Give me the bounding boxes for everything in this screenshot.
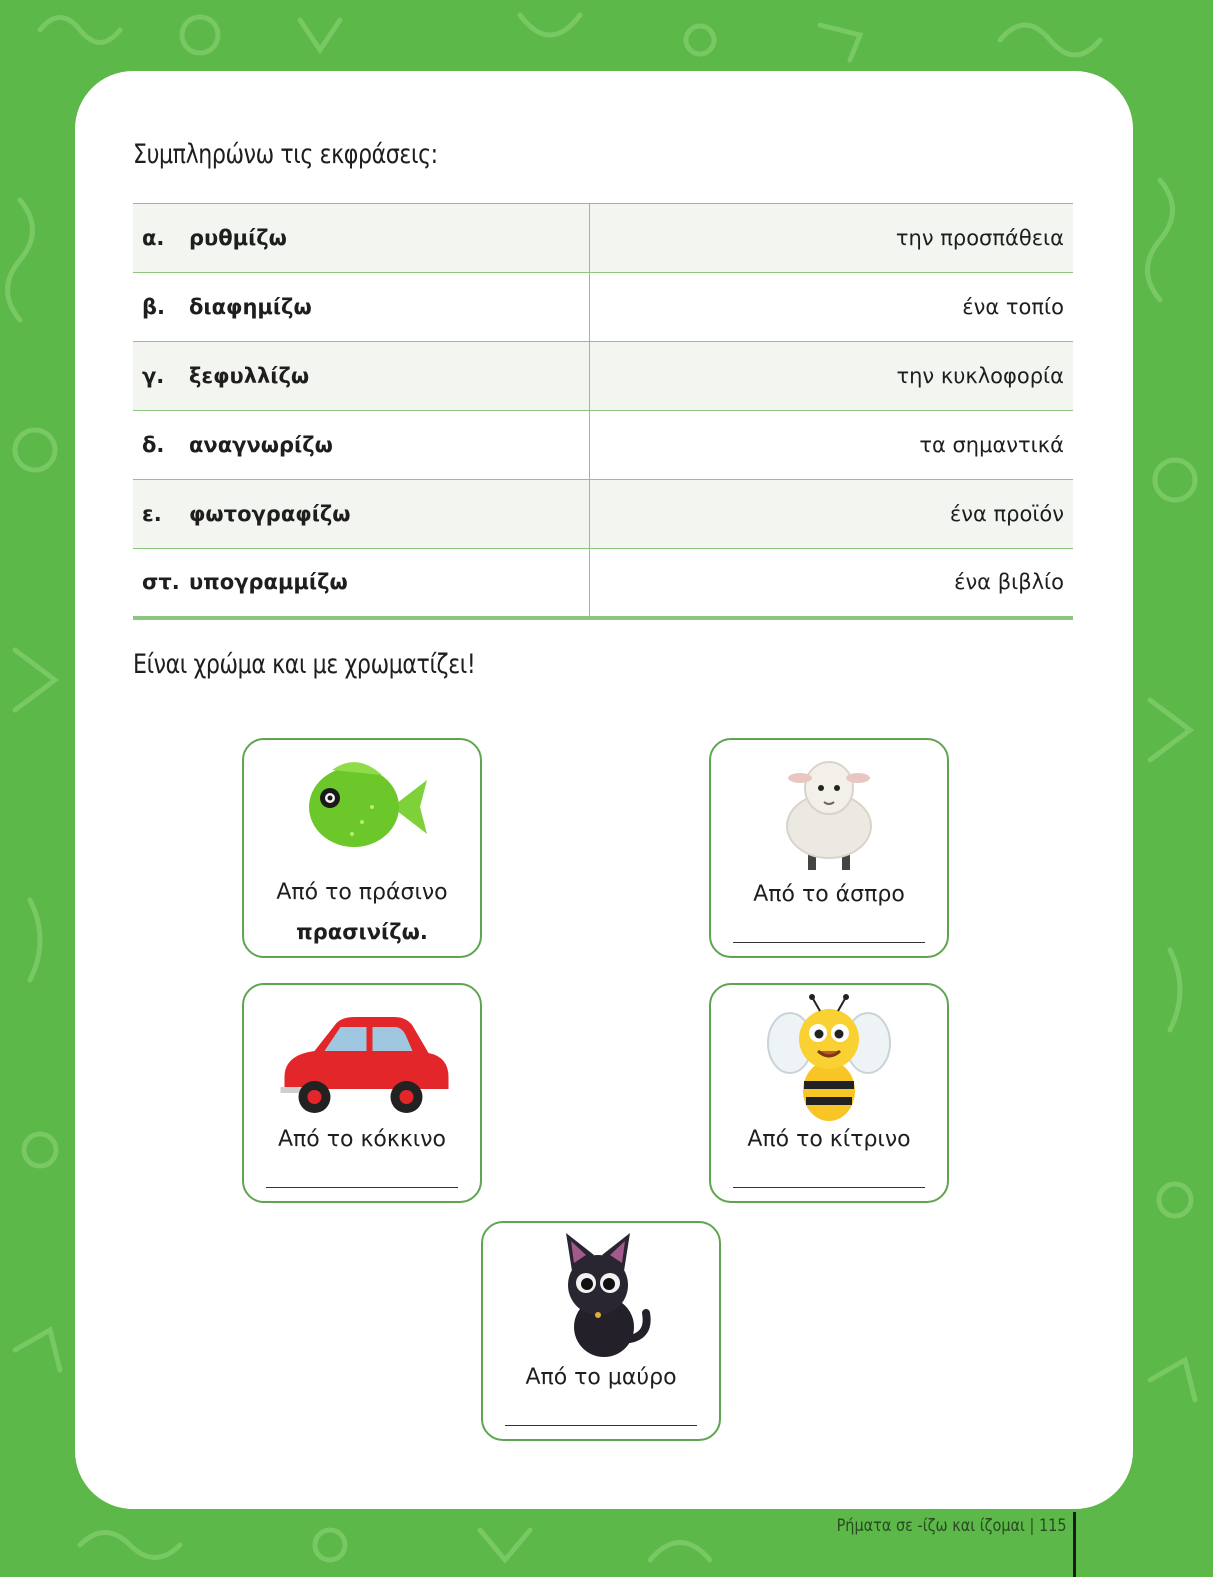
exercise-heading-fill: Συμπληρώνω τις εκφράσεις: [133, 139, 438, 170]
table-row [133, 342, 1073, 411]
row-letter: γ. [133, 342, 189, 411]
row-phrase: την κυκλοφορία [589, 342, 1073, 411]
matching-table [133, 203, 1073, 620]
row-phrase: ένα βιβλίο [589, 549, 1073, 618]
yellow-bee-icon [764, 993, 894, 1128]
table-row [133, 549, 1073, 618]
answer-line [733, 942, 925, 943]
black-cat-icon [546, 1227, 656, 1362]
tile-green [242, 738, 482, 958]
row-verb: ρυθμίζω [189, 204, 589, 273]
row-phrase: ένα προϊόν [589, 480, 1073, 549]
worksheet-card [75, 71, 1133, 1509]
row-letter: α. [133, 204, 189, 273]
row-verb: υπογραμμίζω [189, 549, 589, 618]
row-letter: ε. [133, 480, 189, 549]
table-row [133, 273, 1073, 342]
tile-white [709, 738, 949, 958]
tile-caption: Από το πράσινο [276, 880, 448, 905]
table-row [133, 411, 1073, 480]
answer-line [266, 1187, 458, 1188]
tile-caption: Από το άσπρο [753, 882, 905, 907]
tile-caption: Από το κόκκινο [278, 1127, 446, 1152]
tile-caption: Από το μαύρο [525, 1365, 677, 1390]
footer-divider [1073, 1512, 1076, 1577]
tile-yellow [709, 983, 949, 1203]
red-car-icon [275, 1005, 450, 1120]
white-sheep-icon [764, 748, 894, 878]
tile-red [242, 983, 482, 1203]
row-verb: αναγνωρίζω [189, 411, 589, 480]
row-letter: δ. [133, 411, 189, 480]
row-letter: β. [133, 273, 189, 342]
table-row [133, 204, 1073, 273]
page-footer: Ρήματα σε -ίζω και ίζομαι | 115 [837, 1516, 1067, 1536]
exercise-heading-colors: Είναι χρώμα και με χρωματίζει! [133, 649, 476, 680]
answer-line [733, 1187, 925, 1188]
row-phrase: ένα τοπίο [589, 273, 1073, 342]
table-row [133, 480, 1073, 549]
row-verb: διαφημίζω [189, 273, 589, 342]
row-verb: φωτογραφίζω [189, 480, 589, 549]
green-fish-icon [292, 752, 432, 862]
row-letter: στ. [133, 549, 189, 618]
row-phrase: την προσπάθεια [589, 204, 1073, 273]
tile-black [481, 1221, 721, 1441]
row-phrase: τα σημαντικά [589, 411, 1073, 480]
tile-caption: Από το κίτρινο [747, 1127, 911, 1152]
row-verb: ξεφυλλίζω [189, 342, 589, 411]
answer-line [505, 1425, 697, 1426]
tile-answer: πρασινίζω. [296, 920, 428, 944]
